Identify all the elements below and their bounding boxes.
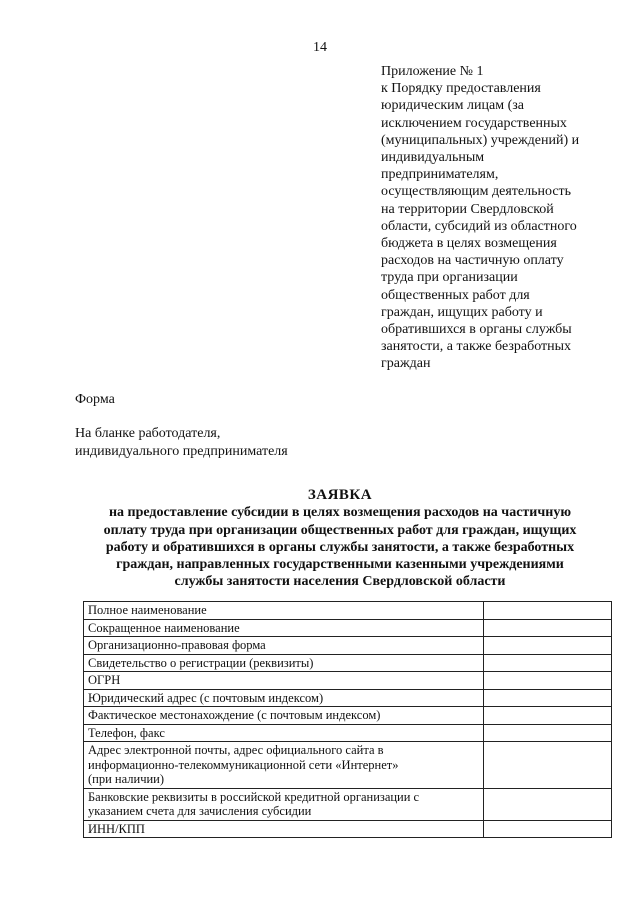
requisites-table [83, 601, 612, 838]
row-value-cell [484, 619, 612, 637]
appendix-line: юридическим лицам (за [381, 98, 524, 114]
table-row [84, 619, 612, 637]
row-value-cell [484, 788, 612, 820]
table-row [84, 672, 612, 690]
appendix-line: бюджета в целях возмещения [381, 236, 557, 252]
title-line: оплату труда при организации общественных работ для граждан, ищущих [103, 522, 577, 538]
table-row [84, 689, 612, 707]
page-number: 14 [313, 40, 327, 55]
row-label: Юридический адрес (с почтовым индексом) [84, 689, 484, 707]
table-row [84, 637, 612, 655]
appendix-line: предпринимателям, [381, 167, 499, 183]
row-label-line: Банковские реквизиты в российской кредитной организации с [88, 789, 420, 804]
table-row [84, 820, 612, 838]
table-row [84, 742, 612, 789]
row-label-line: указанием счета для зачисления субсидии [88, 804, 312, 818]
table-row [84, 707, 612, 725]
row-label: Полное наименование [84, 602, 484, 620]
row-label: Организационно-правовая форма [84, 637, 484, 655]
row-value-cell [484, 672, 612, 690]
appendix-line: граждан [381, 356, 431, 372]
appendix-line: граждан, ищущих работу и [381, 304, 543, 320]
appendix-line: осуществляющим деятельность [381, 184, 572, 200]
appendix-line: расходов на частичную оплату [381, 253, 564, 269]
row-value-cell [484, 707, 612, 725]
appendix-block [381, 63, 606, 373]
table-row [84, 788, 612, 820]
blank-note-line: индивидуального предпринимателя [75, 443, 288, 459]
blank-note [75, 425, 288, 460]
appendix-line: обратившихся в органы службы [381, 322, 572, 338]
appendix-line: Приложение № 1 [381, 64, 484, 79]
row-label [84, 742, 484, 789]
row-label: Телефон, факс [84, 724, 484, 742]
appendix-line: труда при организации [381, 270, 518, 286]
title-line: работу и обратившихся в органы службы занятости, а также безработных [105, 539, 575, 555]
row-value-cell [484, 654, 612, 672]
title-line: граждан, направленных государственными казенными учреждениями [116, 557, 564, 573]
row-label [84, 788, 484, 820]
row-value-cell [484, 820, 612, 838]
form-label: Форма [75, 392, 115, 407]
appendix-line: области, субсидий из областного [381, 218, 577, 234]
row-label: ИНН/КПП [84, 820, 484, 838]
table-row [84, 602, 612, 620]
appendix-line: (муниципальных) учреждений) и [381, 132, 580, 148]
row-value-cell [484, 637, 612, 655]
row-label-line: Адрес электронной почты, адрес официального сайта в [88, 743, 384, 757]
row-label: Фактическое местонахождение (с почтовым индексом) [84, 707, 484, 725]
row-value-cell [484, 724, 612, 742]
appendix-line: к Порядку предоставления [381, 81, 541, 97]
row-label-line: информационно-телекоммуникационной сети «Интернет» [88, 757, 399, 772]
row-value-cell [484, 602, 612, 620]
row-value-cell [484, 689, 612, 707]
row-label: Сокращенное наименование [84, 619, 484, 637]
document-title [70, 487, 610, 591]
row-value-cell [484, 742, 612, 789]
row-label: Свидетельство о регистрации (реквизиты) [84, 654, 484, 672]
row-label: ОГРН [84, 672, 484, 690]
title-main: ЗАЯВКА [307, 487, 373, 503]
appendix-line: исключением государственных [381, 115, 567, 131]
table-row [84, 654, 612, 672]
blank-note-line: На бланке работодателя, [75, 426, 221, 441]
appendix-line: индивидуальным [381, 150, 485, 166]
title-line: службы занятости населения Свердловской области [174, 574, 506, 590]
row-label-line: (при наличии) [88, 772, 165, 786]
appendix-line: занятости, а также безработных [381, 339, 572, 355]
title-line: на предоставление субсидии в целях возмещения расходов на частичную [108, 505, 572, 521]
appendix-line: общественных работ для [381, 287, 530, 303]
table-row [84, 724, 612, 742]
appendix-line: на территории Свердловской [381, 201, 554, 217]
